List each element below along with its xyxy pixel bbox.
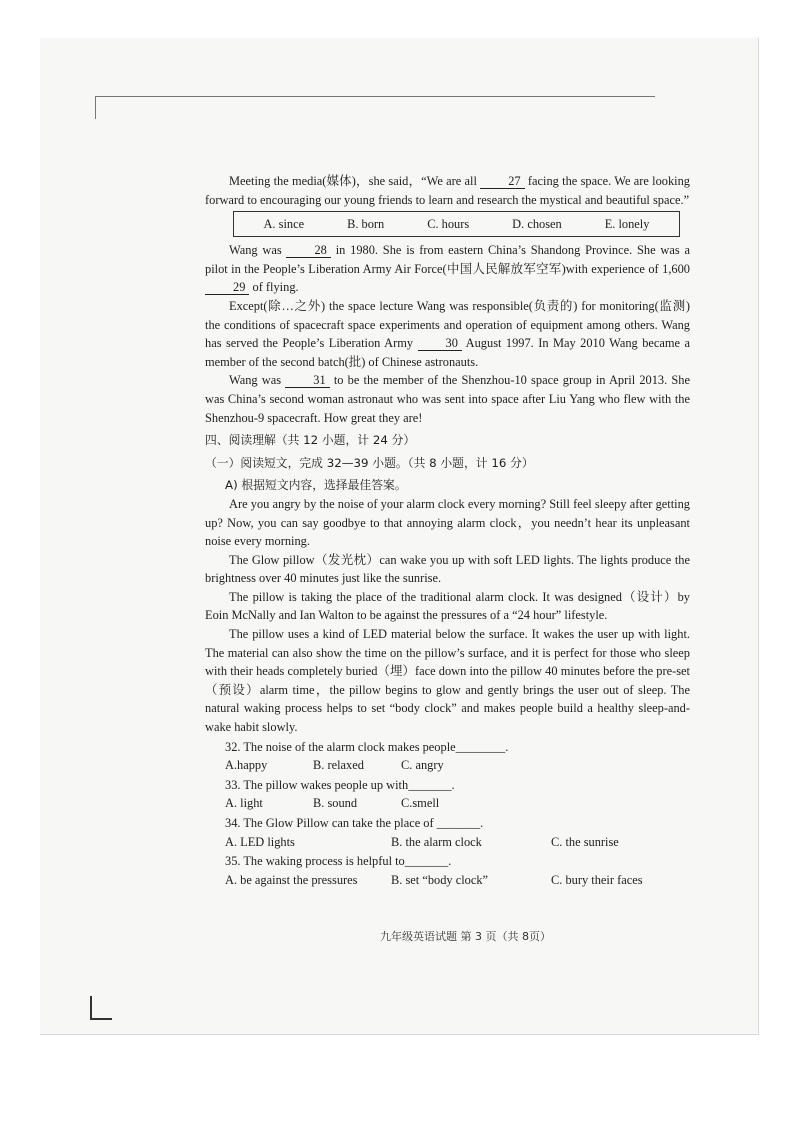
question-33: 33. The pillow wakes people up with_______.: [225, 777, 455, 792]
question-34: 34. The Glow Pillow can take the place of _______.: [225, 816, 484, 830]
cloze-paragraph-2: Wang was 28 in 1980. She is from eastern China’s Shandong Province. She was a pilot in the People’s Liberation Army Air Force(中国人民解放军空军)with experience of 1,600 29 of flying.: [205, 243, 690, 295]
answer-option: C. bury their faces: [551, 872, 643, 887]
question-35: 35. The waking process is helpful to_______.: [225, 854, 452, 869]
answer-option: B. relaxed: [313, 758, 364, 773]
page-corner-mark-bottom: [90, 996, 112, 1020]
section-heading: 四、阅读理解（共 12 小题，计 24 分）: [205, 433, 416, 448]
page-corner-mark-top: [95, 96, 655, 97]
blank-31: 31: [285, 373, 329, 388]
word-option: B. born: [347, 216, 385, 231]
word-options-box: [233, 211, 680, 237]
blank-30: 30: [418, 336, 462, 351]
blank-27: 27: [480, 174, 524, 189]
passage-paragraph: The Glow pillow（发光枕）can wake you up with soft LED lights. The lights produce the brightness over 40 minutes just like the sunrise.: [205, 552, 690, 586]
question-34-options: [205, 833, 690, 852]
exam-content: [205, 172, 690, 890]
cloze-paragraph-3: Except(除…之外) the space lecture Wang was responsible(负责的) for monitoring(监测) the conditions of spacecraft space experiments and operation of equipment among others. Wang has served the People’s Liberation Army 30 August 1997. In May 2010 Wang became a member of the second batch(批) of Chinese astronauts.: [205, 298, 690, 369]
passage-paragraph: The pillow is taking the place of the traditional alarm clock. It was designed（设计）by Eoin McNally and Ian Walton to be against the pressures of a “24 hour” lifestyle.: [205, 589, 690, 623]
word-option: A. since: [263, 216, 305, 231]
question-32-options: [205, 756, 690, 775]
question-35-options: [205, 871, 690, 890]
cloze-paragraph-4: Wang was 31 to be the member of the Shenzhou-10 space group in April 2013. She was China’s second woman astronaut who was sent into space after Liu Yang who flew with the Shenzhou-9 spacecraft. How great they are!: [205, 373, 690, 425]
answer-option: C.smell: [401, 796, 440, 811]
answer-option: A. light: [225, 796, 263, 811]
part-a-instruction: A) 根据短文内容，选择最佳答案。: [225, 478, 407, 493]
answer-option: B. set “body clock”: [391, 872, 489, 887]
answer-option: A. LED lights: [225, 834, 295, 849]
question-33-options: [205, 794, 690, 813]
blank-28: 28: [286, 243, 330, 258]
answer-option: A.happy: [225, 758, 268, 773]
subsection-heading: （一）阅读短文，完成 32—39 小题。（共 8 小题，计 16 分）: [205, 455, 534, 470]
passage-paragraph: Are you angry by the noise of your alarm clock every morning? Still feel sleepy after getting up? Now, you can say goodbye to that annoying alarm clock，you needn’t hear its unpleasant noise every morning.: [205, 496, 690, 549]
answer-option: C. angry: [401, 758, 444, 773]
word-option: C. hours: [427, 216, 470, 231]
question-32: 32. The noise of the alarm clock makes people________.: [225, 739, 509, 754]
answer-option: B. the alarm clock: [391, 834, 482, 849]
page-footer: 九年级英语试题 第 3 页（共 8页）: [380, 930, 551, 943]
word-option: E. lonely: [604, 216, 650, 231]
blank-29: 29: [205, 280, 249, 295]
answer-option: C. the sunrise: [551, 834, 619, 849]
answer-option: B. sound: [313, 796, 358, 811]
answer-option: A. be against the pressures: [225, 872, 358, 887]
word-option: D. chosen: [512, 216, 562, 231]
passage-paragraph: The pillow uses a kind of LED material below the surface. It wakes the user up with light. The material can also show the time on the pillow’s surface, and it is perfect for those who sleep with their heads completely buried（埋）face down into the pillow 40 minutes before the pre-set（预设）alarm time，the pillow begins to glow and gently brings the user out of sleep. The natural waking process helps to set “body clock” and makes people build a healthy sleep-and-wake habit slowly.: [205, 627, 690, 735]
cloze-paragraph-1: Meeting the media(媒体)，she said，“We are all 27 facing the space. We are looking forward to encouraging our young friends to learn and research the mystical and beautiful space.”: [205, 174, 690, 207]
